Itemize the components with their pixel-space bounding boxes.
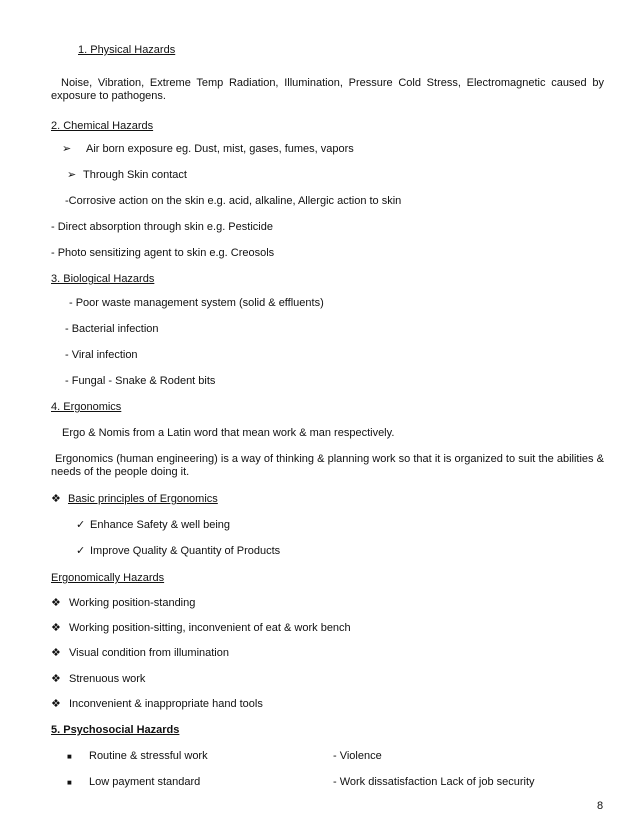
- ergo-hazard-item: [51, 698, 263, 711]
- ergonomics-latin-line: Ergo & Nomis from a Latin word that mean work & man respectively.: [62, 427, 395, 439]
- biological-line-4: - Fungal - Snake & Rodent bits: [65, 375, 216, 387]
- basic-principles-label: Basic principles of Ergonomics: [68, 493, 218, 505]
- ergo-hazard-item: [51, 597, 195, 610]
- chemical-line-corrosive: -Corrosive action on the skin e.g. acid, alkaline, Allergic action to skin: [65, 195, 402, 207]
- principle-item-1: [76, 519, 230, 532]
- chemical-bullet-1: [62, 143, 354, 156]
- diamond-bullet-icon: ❖: [51, 597, 61, 609]
- psychosocial-item-2-text: Low payment standard: [89, 776, 201, 788]
- biological-line-3: - Viral infection: [65, 349, 138, 361]
- psychosocial-hazards-heading: 5. Psychosocial Hazards: [51, 724, 180, 736]
- physical-hazards-text: Noise, Vibration, Extreme Temp Radiation, Illumination, Pressure Cold Stress, Electromagnetic caused by exposure to pathogens.: [51, 77, 604, 102]
- biological-line-1: - Poor waste management system (solid & effluents): [69, 297, 324, 309]
- diamond-bullet-icon: ❖: [51, 698, 61, 710]
- square-bullet-icon: ■: [67, 778, 72, 787]
- biological-hazards-heading: 3. Biological Hazards: [51, 273, 155, 285]
- diamond-bullet-icon: ❖: [51, 647, 61, 659]
- ergonomics-heading: 4. Ergonomics: [51, 401, 122, 413]
- square-bullet-icon: ■: [67, 752, 72, 761]
- arrow-bullet-icon: ➢: [67, 169, 77, 181]
- basic-principles-line: [51, 493, 218, 506]
- chemical-line-absorption: - Direct absorption through skin e.g. Pesticide: [51, 221, 273, 233]
- page-number: 8: [597, 800, 604, 812]
- check-icon: ✓: [76, 545, 86, 557]
- diamond-bullet-icon: ❖: [51, 673, 61, 685]
- chemical-hazards-heading: 2. Chemical Hazards: [51, 120, 154, 132]
- ergonomics-definition: Ergonomics (human engineering) is a way of thinking & planning work so that it is organized to suit the abilities & needs of the people doing it.: [51, 453, 604, 478]
- psychosocial-item-1-text: Routine & stressful work: [89, 750, 208, 762]
- ergo-hazard-text: Working position-standing: [69, 597, 196, 609]
- ergo-hazard-item: [51, 673, 145, 686]
- ergo-hazard-text: Inconvenient & inappropriate hand tools: [69, 698, 263, 710]
- psychosocial-item-dissatisfaction: - Work dissatisfaction Lack of job security: [333, 776, 535, 788]
- diamond-bullet-icon: ❖: [51, 493, 61, 505]
- ergo-hazard-text: Working position-sitting, inconvenient of eat & work bench: [69, 622, 351, 634]
- principle-item-2-text: Improve Quality & Quantity of Products: [90, 545, 281, 557]
- chemical-bullet-1-text: Air born exposure eg. Dust, mist, gases, fumes, vapors: [86, 143, 354, 155]
- psychosocial-item-1: [67, 750, 208, 763]
- ergo-hazard-text: Strenuous work: [69, 673, 146, 685]
- chemical-bullet-2-text: Through Skin contact: [83, 169, 187, 181]
- chemical-line-photo: - Photo sensitizing agent to skin e.g. Creosols: [51, 247, 275, 259]
- psychosocial-item-2: [67, 776, 200, 789]
- ergo-hazard-item: [51, 622, 351, 635]
- check-icon: ✓: [76, 519, 86, 531]
- physical-hazards-heading: 1. Physical Hazards: [78, 44, 176, 56]
- arrow-bullet-icon: ➢: [62, 143, 72, 155]
- ergo-hazard-text: Visual condition from illumination: [69, 647, 229, 659]
- ergo-hazard-item: [51, 647, 229, 660]
- ergonomically-hazards-heading: Ergonomically Hazards: [51, 572, 165, 584]
- principle-item-1-text: Enhance Safety & well being: [90, 519, 231, 531]
- diamond-bullet-icon: ❖: [51, 622, 61, 634]
- psychosocial-item-violence: - Violence: [333, 750, 382, 762]
- principle-item-2: [76, 545, 280, 558]
- chemical-bullet-2: [67, 169, 187, 182]
- biological-line-2: - Bacterial infection: [65, 323, 159, 335]
